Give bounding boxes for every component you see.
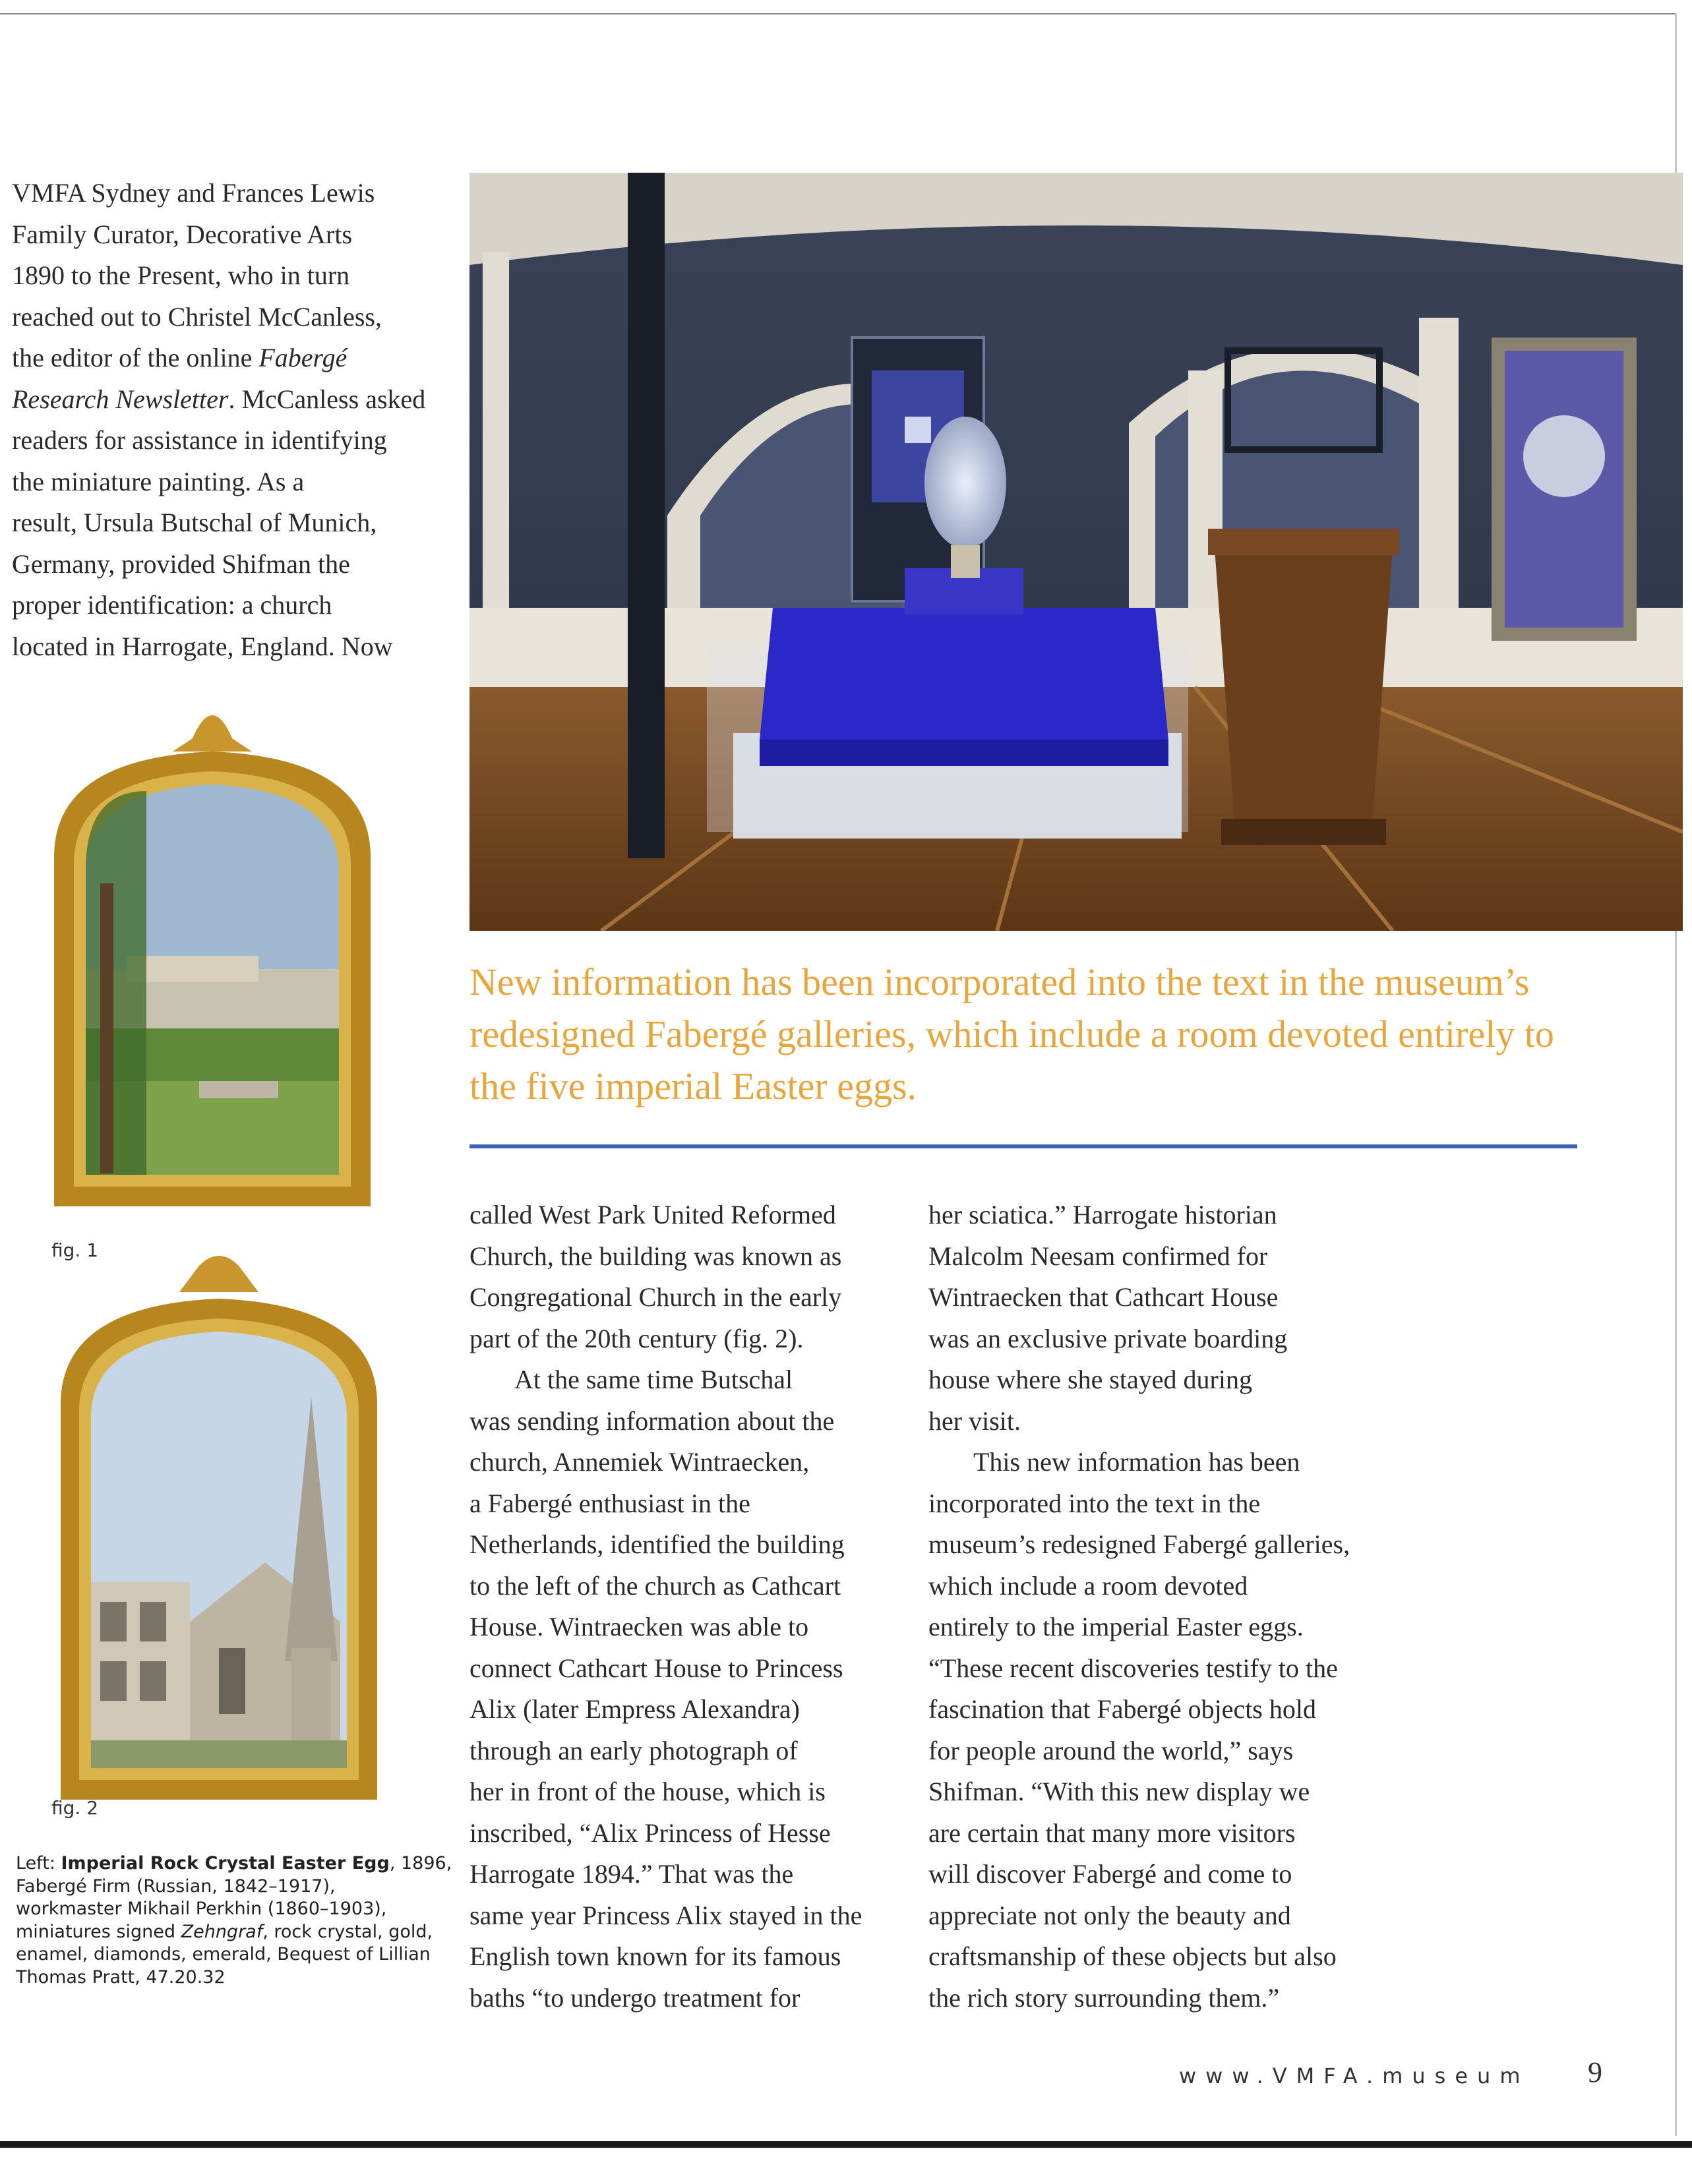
text-line: which include a room devoted	[928, 1570, 1248, 1601]
text-line: was an exclusive private boarding	[928, 1323, 1288, 1353]
text-line: craftsmanship of these objects but also	[928, 1941, 1337, 1971]
text-line: the miniature painting. As a	[12, 466, 305, 496]
text-fragment: the editor of the online	[12, 343, 259, 372]
text-line: This new information has been	[973, 1447, 1300, 1477]
caption-line: Fabergé Firm (Russian, 1842–1917),	[16, 1875, 336, 1897]
text-line: Wintraecken that Cathcart House	[928, 1282, 1279, 1312]
text-line: through an early photograph of	[469, 1735, 798, 1765]
text-line: House. Wintraecken was able to	[469, 1612, 809, 1641]
text-line: incorporated into the text in the	[928, 1488, 1261, 1518]
text-line: entirely to the imperial Easter eggs.	[928, 1612, 1304, 1641]
text-line: reached out to Christel McCanless,	[12, 301, 382, 332]
fig2-painting	[47, 1253, 390, 1800]
top-rule	[0, 13, 1675, 15]
fig1-painting	[41, 686, 384, 1206]
text-line: connect Cathcart House to Princess	[469, 1653, 843, 1683]
text-line: same year Princess Alix stayed in the	[469, 1900, 862, 1930]
text-line: readers for assistance in identifying	[12, 425, 387, 455]
text-line: a Fabergé enthusiast in the	[469, 1488, 750, 1518]
footer-url[interactable]: www.VMFA.museum	[1179, 2063, 1530, 2088]
text-line: museum’s redesigned Fabergé galleries,	[928, 1529, 1350, 1559]
newsletter-title: Fabergé	[258, 343, 347, 372]
gallery-photo	[469, 173, 1683, 931]
text-line	[12, 338, 434, 379]
fig2-miniature	[47, 1253, 390, 1800]
text-line: the rich story surrounding them.”	[928, 1982, 1280, 2013]
text-line	[12, 379, 434, 421]
pull-quote-line: the five imperial Easter eggs.	[469, 1065, 917, 1107]
text-line: located in Harrogate, England. Now	[12, 631, 393, 661]
caption-line: workmaster Mikhail Perkhin (1860–1903),	[16, 1899, 387, 1920]
text-line: Germany, provided Shifman the	[12, 548, 350, 579]
text-line: Shifman. “With this new display we	[928, 1777, 1310, 1806]
text-line: Church, the building was known as	[469, 1241, 842, 1271]
caption-title: Imperial Rock Crystal Easter Egg	[61, 1853, 390, 1874]
caption-line: enamel, diamonds, emerald, Bequest of Lillian	[16, 1944, 431, 1965]
text-line: will discover Fabergé and come to	[928, 1859, 1292, 1889]
text-line: Harrogate 1894.” That was the	[469, 1859, 794, 1889]
text-line: English town known for its famous	[469, 1941, 841, 1971]
text-line: Malcolm Neesam confirmed for	[928, 1241, 1268, 1271]
fig1-label: fig. 1	[51, 1239, 99, 1261]
caption-fragment: , rock crystal, gold,	[262, 1921, 433, 1942]
text-line: part of the 20th century (fig. 2).	[469, 1323, 804, 1353]
text-line: At the same time Butschal	[514, 1365, 793, 1394]
text-line: for people around the world,” says	[928, 1735, 1294, 1765]
text-line: house where she stayed during	[928, 1365, 1252, 1394]
caption-prefix: Left:	[16, 1853, 61, 1874]
page-number: 9	[1588, 2056, 1602, 2088]
pull-quote	[469, 956, 1604, 1112]
caption-fragment: miniatures signed	[16, 1921, 181, 1942]
text-line: Netherlands, identified the building	[469, 1529, 845, 1559]
text-line: “These recent discoveries testify to the	[928, 1653, 1338, 1683]
fig2-label: fig. 2	[51, 1797, 99, 1819]
text-line: Alix (later Empress Alexandra)	[469, 1694, 800, 1724]
text-line: fascination that Fabergé objects hold	[928, 1694, 1316, 1724]
text-line: appreciate not only the beauty and	[928, 1900, 1291, 1930]
body-column-right	[928, 1195, 1350, 2019]
divider-rule	[469, 1144, 1577, 1148]
text-line: 1890 to the Present, who in turn	[12, 260, 350, 290]
caption-line: Thomas Pratt, 47.20.32	[16, 1966, 226, 1988]
text-line: church, Annemiek Wintraecken,	[469, 1447, 810, 1477]
text-line: inscribed, “Alix Princess of Hesse	[469, 1817, 831, 1848]
text-line: Family Curator, Decorative Arts	[12, 219, 353, 249]
text-line: proper identification: a church	[12, 590, 332, 620]
text-line: baths “to undergo treatment for	[469, 1982, 801, 2013]
text-line: VMFA Sydney and Frances Lewis	[12, 178, 375, 208]
text-line: was sending information about the	[469, 1405, 835, 1436]
text-line: to the left of the church as Cathcart	[469, 1570, 841, 1601]
body-column-middle	[469, 1195, 891, 2019]
text-fragment: . McCanless asked	[228, 384, 426, 414]
newsletter-title-cont: Research Newsletter	[12, 384, 229, 414]
intro-text	[12, 173, 434, 667]
text-line: result, Ursula Butschal of Munich,	[12, 508, 377, 537]
text-line: are certain that many more visitors	[928, 1817, 1296, 1848]
text-line: her in front of the house, which is	[469, 1777, 826, 1806]
pull-quote-line: redesigned Fabergé galleries, which include a room devoted entirely to	[469, 1013, 1554, 1055]
gallery-illustration	[469, 173, 1683, 931]
caption-line	[16, 1921, 438, 1944]
caption-line	[16, 1852, 452, 1875]
pull-quote-line: New information has been incorporated into the text in the museum’s	[469, 960, 1530, 1003]
fig1-miniature	[41, 686, 384, 1206]
bottom-band	[0, 2141, 1692, 2148]
text-line: her visit.	[928, 1405, 1021, 1436]
text-line: Congregational Church in the early	[469, 1282, 842, 1312]
caption-date: , 1896,	[389, 1853, 452, 1874]
text-line: called West Park United Reformed	[469, 1200, 836, 1229]
caption-signature: Zehngraf	[181, 1921, 263, 1942]
image-caption	[16, 1852, 452, 1990]
text-line: her sciatica.” Harrogate historian	[928, 1200, 1277, 1229]
